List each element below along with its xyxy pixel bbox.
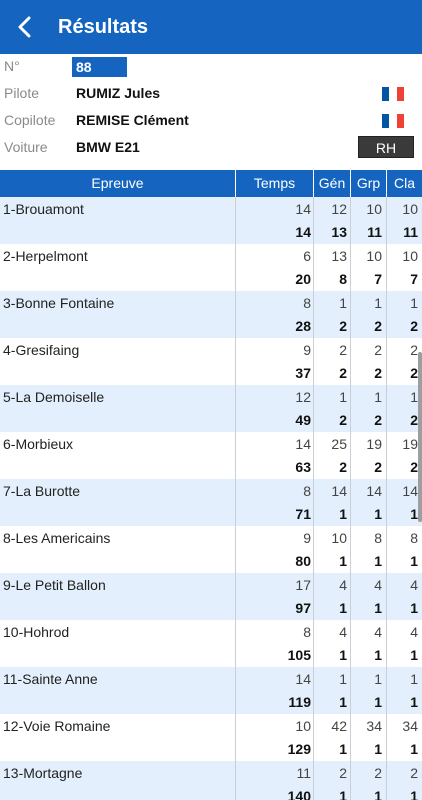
stage-general-rank: 10 [331,530,347,546]
stage-name: 12-Voie Romaine [3,718,111,734]
column-divider [350,573,351,620]
column-divider [313,667,314,714]
flag-stripe-white [389,114,396,128]
column-divider [235,197,236,244]
stage-general-rank: 25 [331,436,347,452]
stage-general-rank: 14 [331,483,347,499]
column-divider [235,479,236,526]
stage-general-rank: 4 [339,577,347,593]
stage-name: 11-Sainte Anne [3,671,98,687]
table-row[interactable] [0,197,422,244]
column-divider [386,667,387,714]
stage-class-rank: 1 [410,295,418,311]
stage-group-rank: 4 [374,624,382,640]
flag-stripe-red [397,114,404,128]
cumulative-class-rank: 1 [410,647,418,663]
cumulative-group-rank: 1 [374,506,382,522]
column-divider [313,432,314,479]
cumulative-time: 105 [287,647,311,663]
cumulative-general-rank: 8 [339,271,347,287]
column-divider [386,620,387,667]
stage-class-rank: 4 [410,624,418,640]
stage-time: 10 [295,718,311,734]
back-arrow-icon [17,16,33,38]
stage-group-rank: 1 [374,671,382,687]
column-divider [386,197,387,244]
flag-stripe-red [397,87,404,101]
cumulative-general-rank: 1 [339,741,347,757]
pilot-row [0,81,422,107]
results-table[interactable] [0,197,422,800]
column-divider [350,432,351,479]
pilot-name: RUMIZ Jules [76,85,161,101]
cumulative-class-rank: 2 [410,459,418,475]
table-row[interactable] [0,526,422,573]
column-divider [350,291,351,338]
stage-general-rank: 12 [331,201,347,217]
column-divider [386,432,387,479]
stage-name: 6-Morbieux [3,436,74,452]
column-divider [350,761,351,800]
cumulative-general-rank: 2 [339,365,347,381]
flag-stripe-white [389,87,396,101]
copilot-label: Copilote [4,112,56,128]
header-general[interactable]: Gén [313,170,350,197]
france-flag-icon [382,87,404,101]
back-button[interactable] [0,0,50,54]
column-divider [350,197,351,244]
cumulative-class-rank: 1 [410,788,418,800]
column-divider [386,244,387,291]
cumulative-group-rank: 1 [374,647,382,663]
column-divider [350,667,351,714]
cumulative-group-rank: 1 [374,553,382,569]
cumulative-general-rank: 2 [339,459,347,475]
cumulative-general-rank: 2 [339,412,347,428]
cumulative-class-rank: 7 [410,271,418,287]
cumulative-class-rank: 2 [410,318,418,334]
table-row[interactable] [0,385,422,432]
column-divider [235,338,236,385]
cumulative-time: 71 [295,506,311,522]
stage-group-rank: 4 [374,577,382,593]
column-divider [350,338,351,385]
stage-time: 9 [303,342,311,358]
column-divider [386,338,387,385]
column-divider [350,385,351,432]
cumulative-group-rank: 11 [367,224,382,240]
column-divider [313,526,314,573]
column-divider [350,479,351,526]
cumulative-time: 97 [295,600,311,616]
stage-group-rank: 14 [366,483,382,499]
cumulative-group-rank: 1 [374,741,382,757]
cumulative-time: 28 [295,318,311,334]
stage-time: 8 [303,295,311,311]
number-label: N° [4,58,20,74]
number-value: 88 [72,57,127,77]
column-divider [313,291,314,338]
cumulative-class-rank: 1 [410,506,418,522]
stage-group-rank: 8 [374,530,382,546]
cumulative-class-rank: 1 [410,553,418,569]
column-divider [313,385,314,432]
flag-stripe-blue [382,87,389,101]
table-row[interactable] [0,338,422,385]
cumulative-class-rank: 1 [410,694,418,710]
stage-general-rank: 1 [339,295,347,311]
number-row [0,54,422,80]
stage-class-rank: 2 [410,342,418,358]
table-row[interactable] [0,667,422,714]
stage-name: 3-Bonne Fontaine [3,295,115,311]
car-model: BMW E21 [76,139,140,155]
column-divider [235,714,236,761]
stage-time: 14 [295,436,311,452]
stage-group-rank: 2 [374,765,382,781]
stage-name: 10-Hohrod [3,624,70,640]
stage-class-rank: 4 [410,577,418,593]
stage-group-rank: 1 [374,295,382,311]
copilot-name: REMISE Clément [76,112,189,128]
cumulative-general-rank: 1 [339,788,347,800]
stage-time: 8 [303,624,311,640]
column-divider [350,714,351,761]
cumulative-class-rank: 11 [403,224,418,240]
page-title: Résultats [58,15,149,38]
stage-name: 2-Herpelmont [3,248,88,264]
cumulative-group-rank: 1 [374,694,382,710]
column-divider [313,479,314,526]
flag-stripe-blue [382,114,389,128]
stage-time: 9 [303,530,311,546]
table-header [0,170,422,197]
stage-group-rank: 19 [366,436,382,452]
column-divider [235,526,236,573]
column-divider [386,385,387,432]
table-row[interactable] [0,479,422,526]
cumulative-group-rank: 2 [374,412,382,428]
stage-class-rank: 19 [402,436,418,452]
stage-name: 1-Brouamont [3,201,84,217]
stage-general-rank: 1 [339,389,347,405]
stage-class-rank: 1 [410,671,418,687]
cumulative-time: 63 [295,459,311,475]
column-divider [235,620,236,667]
cumulative-general-rank: 13 [331,224,347,240]
app-bar [0,0,422,54]
stage-group-rank: 10 [366,248,382,264]
table-row[interactable] [0,620,422,667]
stage-name: 13-Mortagne [3,765,83,781]
stage-time: 17 [295,577,311,593]
cumulative-general-rank: 1 [339,694,347,710]
table-row[interactable] [0,714,422,761]
column-divider [386,573,387,620]
stage-class-rank: 10 [402,248,418,264]
cumulative-group-rank: 2 [374,365,382,381]
pilot-label: Pilote [4,85,40,101]
column-divider [235,667,236,714]
stage-general-rank: 42 [331,718,347,734]
stage-class-rank: 34 [402,718,418,734]
header-group[interactable]: Grp [350,170,386,197]
stage-group-rank: 2 [374,342,382,358]
stage-class-rank: 14 [402,483,418,499]
stage-time: 14 [295,671,311,687]
cumulative-time: 140 [287,788,311,800]
column-divider [235,385,236,432]
stage-time: 8 [303,483,311,499]
column-divider [235,432,236,479]
stage-general-rank: 13 [331,248,347,264]
column-divider [235,244,236,291]
stage-name: 9-Le Petit Ballon [3,577,106,593]
column-divider [313,197,314,244]
copilot-row [0,108,422,134]
cumulative-general-rank: 1 [339,647,347,663]
header-time[interactable]: Temps [235,170,313,197]
cumulative-general-rank: 2 [339,318,347,334]
column-divider [386,526,387,573]
stage-general-rank: 2 [339,342,347,358]
column-divider [350,620,351,667]
column-divider [386,714,387,761]
stage-group-rank: 1 [374,389,382,405]
cumulative-class-rank: 2 [410,412,418,428]
stage-name: 5-La Demoiselle [3,389,105,405]
stage-name: 8-Les Americains [3,530,111,546]
stage-class-rank: 8 [410,530,418,546]
stage-time: 11 [296,765,311,781]
table-row[interactable] [0,432,422,479]
cumulative-time: 37 [295,365,311,381]
column-divider [235,291,236,338]
column-divider [350,244,351,291]
column-divider [386,479,387,526]
car-row [0,135,422,161]
cumulative-group-rank: 1 [374,788,382,800]
stage-class-rank: 10 [402,201,418,217]
cumulative-time: 14 [295,224,311,240]
header-stage[interactable]: Epreuve [91,175,144,191]
column-divider [386,291,387,338]
column-divider [313,620,314,667]
column-divider [235,761,236,800]
column-divider [313,761,314,800]
header-class[interactable]: Cla [386,170,422,197]
column-divider [350,526,351,573]
table-row[interactable] [0,244,422,291]
column-divider [313,573,314,620]
cumulative-class-rank: 1 [410,741,418,757]
class-button[interactable]: RH [358,136,414,158]
stage-class-rank: 2 [410,765,418,781]
car-label: Voiture [4,139,48,155]
stage-group-rank: 10 [366,201,382,217]
cumulative-group-rank: 2 [374,318,382,334]
cumulative-group-rank: 2 [374,459,382,475]
stage-name: 4-Gresifaing [3,342,80,358]
cumulative-general-rank: 1 [339,553,347,569]
column-divider [313,338,314,385]
table-row[interactable] [0,573,422,620]
stage-general-rank: 2 [339,765,347,781]
cumulative-time: 20 [295,271,311,287]
cumulative-general-rank: 1 [339,600,347,616]
stage-class-rank: 1 [410,389,418,405]
scrollbar[interactable] [418,352,422,522]
cumulative-time: 119 [288,694,311,710]
column-divider [313,244,314,291]
cumulative-group-rank: 1 [374,600,382,616]
stage-name: 7-La Burotte [3,483,81,499]
cumulative-class-rank: 1 [410,600,418,616]
france-flag-icon [382,114,404,128]
column-divider [235,573,236,620]
stage-group-rank: 34 [366,718,382,734]
cumulative-time: 129 [287,741,311,757]
stage-time: 14 [295,201,311,217]
cumulative-class-rank: 2 [410,365,418,381]
stage-general-rank: 4 [339,624,347,640]
stage-general-rank: 1 [339,671,347,687]
cumulative-general-rank: 1 [339,506,347,522]
column-divider [313,714,314,761]
stage-time: 12 [295,389,311,405]
column-divider [386,761,387,800]
cumulative-time: 80 [295,553,311,569]
table-row[interactable] [0,761,422,800]
entry-info-panel [0,54,422,170]
cumulative-group-rank: 7 [374,271,382,287]
stage-time: 6 [303,248,311,264]
table-row[interactable] [0,291,422,338]
cumulative-time: 49 [295,412,311,428]
